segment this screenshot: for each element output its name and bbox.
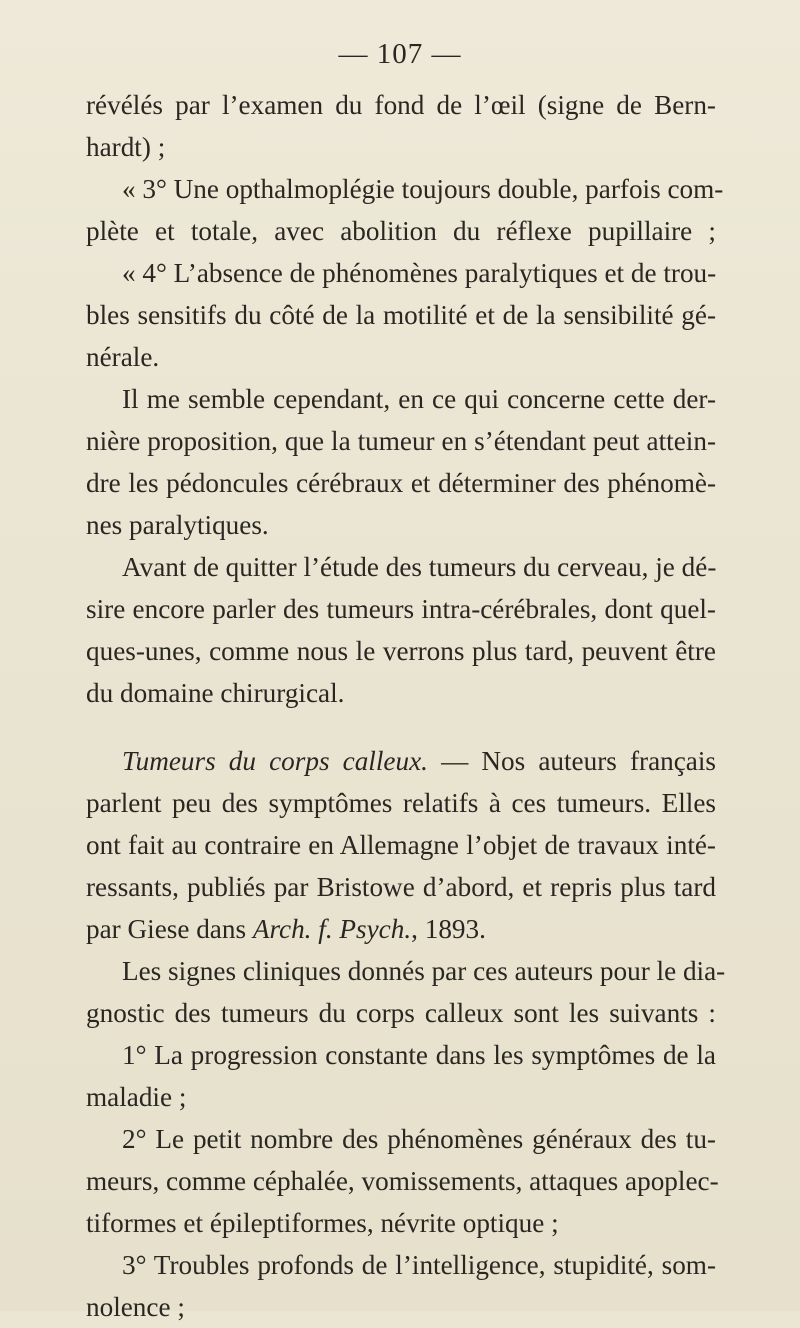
text-segment: 2° Le petit nombre des phénomènes généraux des tu-: [122, 1124, 716, 1154]
text-line: [86, 210, 716, 252]
text-line: [86, 630, 716, 672]
text-segment: nière proposition, que la tumeur en s’étendant peut attein-: [86, 426, 716, 456]
text-line: [86, 672, 716, 714]
text-line: [86, 782, 716, 824]
text-segment: parlent peu des symptômes relatifs à ces tumeurs. Elles: [86, 788, 716, 818]
text-segment: hardt) ;: [86, 132, 166, 162]
text-segment: bles sensitifs du côté de la motilité et de la sensibilité gé-: [86, 300, 716, 330]
text-segment: 1° La progression constante dans les symptômes de la: [122, 1040, 716, 1070]
text-line: [86, 252, 716, 294]
journal-title: Arch. f. Psych.: [252, 914, 412, 944]
text-segment: « 4° L’absence de phénomènes paralytiques et de trou-: [122, 258, 717, 288]
text-segment: , 1893.: [411, 914, 486, 944]
text-segment: plète et totale, avec abolition du réflexe pupillaire ;: [86, 216, 716, 246]
text-line: [86, 1034, 716, 1076]
text-segment: gnostic des tumeurs du corps calleux sont les suivants :: [86, 998, 716, 1028]
text-line: [86, 126, 716, 168]
text-line: [86, 950, 726, 992]
text-segment: nolence ;: [86, 1292, 185, 1322]
text-line: [86, 294, 716, 336]
text-line: [86, 462, 716, 504]
text-line: [86, 1202, 716, 1244]
text-segment: par Giese dans: [86, 914, 253, 944]
text-line: [86, 1076, 716, 1118]
text-line: [86, 740, 716, 782]
text-segment: nérale.: [86, 342, 160, 372]
text-line: [86, 588, 716, 630]
text-segment: « 3° Une opthalmoplégie toujours double, parfois com-: [122, 174, 724, 204]
text-line: [86, 1244, 716, 1286]
text-line: [86, 992, 716, 1034]
text-segment: nes paralytiques.: [86, 510, 269, 540]
text-line: [86, 824, 716, 866]
paragraph-gap: [86, 714, 716, 740]
text-segment: sire encore parler des tumeurs intra-cérébrales, dont quel-: [86, 594, 716, 624]
text-segment: ont fait au contraire en Allemagne l’objet de travaux inté-: [86, 830, 716, 860]
text-line: [86, 84, 716, 126]
text-line: [86, 420, 716, 462]
text-line: [86, 504, 716, 546]
page-number: — 107 —: [338, 38, 462, 70]
text-line: [86, 168, 724, 210]
text-line: [86, 908, 716, 950]
text-line: [86, 866, 716, 908]
text-segment: — Nos auteurs français: [427, 746, 716, 776]
text-segment: dre les pédoncules cérébraux et déterminer des phénomè-: [86, 468, 716, 498]
text-segment: tiformes et épileptiformes, névrite optique ;: [86, 1208, 559, 1238]
text-segment: maladie ;: [86, 1082, 187, 1112]
text-line: [86, 1118, 716, 1160]
text-segment: Avant de quitter l’étude des tumeurs du cerveau, je dé-: [122, 552, 717, 582]
body-text: [86, 84, 726, 1328]
text-segment: 3° Troubles profonds de l’intelligence, stupidité, som-: [122, 1250, 716, 1280]
text-line: [86, 336, 716, 378]
section-heading: Tumeurs du corps calleux.: [122, 746, 428, 776]
text-segment: Les signes cliniques donnés par ces auteurs pour le dia-: [122, 956, 726, 986]
text-segment: du domaine chirurgical.: [86, 678, 345, 708]
text-line: [86, 1286, 716, 1328]
text-segment: ques-unes, comme nous le verrons plus tard, peuvent être: [86, 636, 716, 666]
text-line: [86, 546, 716, 588]
text-segment: Il me semble cependant, en ce qui concerne cette der-: [122, 384, 716, 414]
text-segment: meurs, comme céphalée, vomissements, attaques apoplec-: [86, 1166, 719, 1196]
text-line: [86, 1160, 719, 1202]
text-line: [86, 378, 716, 420]
text-segment: révélés par l’examen du fond de l’œil (signe de Bern-: [86, 90, 716, 120]
text-segment: ressants, publiés par Bristowe d’abord, et repris plus tard: [86, 872, 716, 902]
